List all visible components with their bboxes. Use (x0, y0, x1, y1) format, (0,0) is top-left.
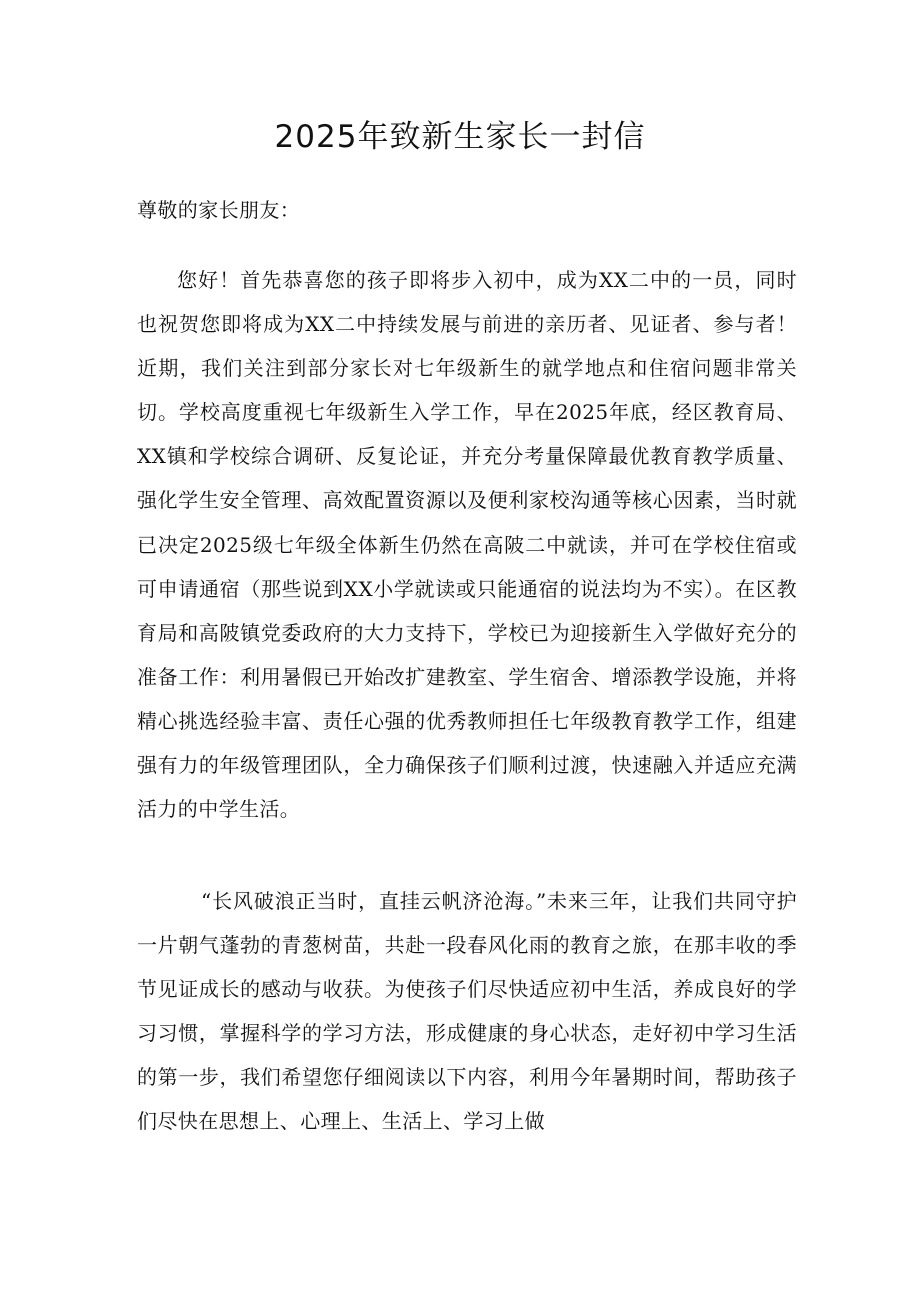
salutation: 尊敬的家长朋友： (137, 198, 301, 222)
document-title: 2025年致新生家长一封信 (274, 119, 646, 155)
paragraph-1: 您好！首先恭喜您的孩子即将步入初中，成为XX二中的一员，同时也祝贺您即将成为XX二中持续发展与前进的亲历者、见证者、参与者！近期，我们关注到部分家长对七年级新生的就学地点和住宿问题非常关切。学校高度重视七年级新生入学工作，早在2025年底，经区教育局、XX镇和学校综合调研、反复论证，并充分考量保障最优教育教学质量、强化学生安全管理、高效配置资源以及便利家校沟通等核心因素，当时就已决定2025级七年级全体新生仍然在高陂二中就读，并可在学校住宿或可申请通宿（那些说到XX小学就读或只能通宿的说法均为不实）。在区教育局和高陂镇党委政府的大力支持下，学校已为迎接新生入学做好充分的准备工作：利用暑假已开始改扩建教室、学生宿舍、增添教学设施，并将精心挑选经验丰富、责任心强的优秀教师担任七年级教育教学工作，组建强有力的年级管理团队，全力确保孩子们顺利过渡，快速融入并适应充满活力的中学生活。 (137, 268, 797, 822)
paragraph-2: “长风破浪正当时，直挂云帆济沧海。”未来三年，让我们共同守护一片朝气蓬勃的青葱树苗，共赴一段春风化雨的教育之旅，在那丰收的季节见证成长的感动与收获。为使孩子们尽快适应初中生活，养成良好的学习习惯，掌握科学的学习方法，形成健康的身心状态，走好初中学习生活的第一步，我们希望您仔细阅读以下内容，利用今年暑期时间，帮助孩子们尽快在思想上、心理上、生活上、学习上做 (137, 889, 797, 1134)
